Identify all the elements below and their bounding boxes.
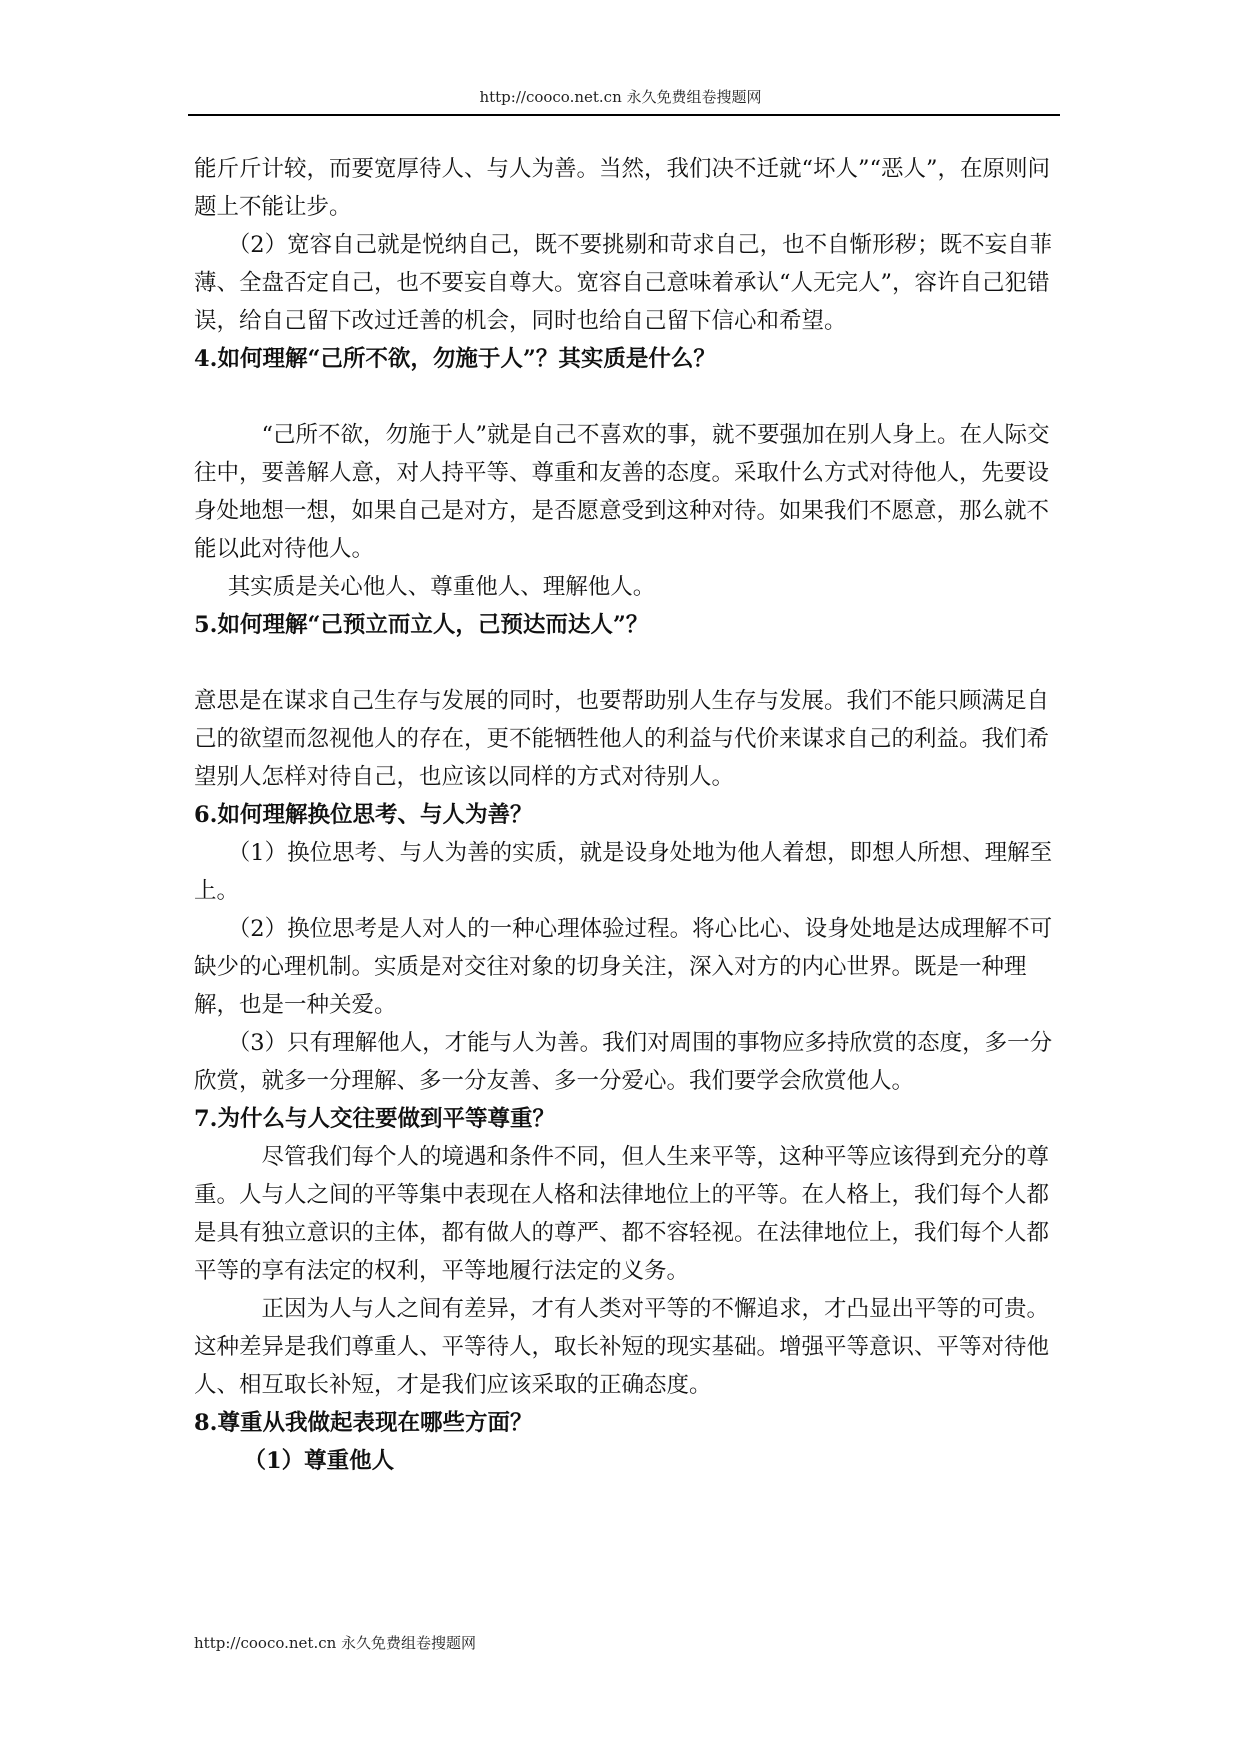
question-5-heading: 5.如何理解“己预立而立人，己预达而达人”？ <box>194 612 649 638</box>
page-footer: http://cooco.net.cn 永久免费组卷搜题网 <box>194 1634 477 1652</box>
spacer <box>194 644 1054 682</box>
spacer <box>194 378 1054 416</box>
question-6-heading: 6.如何理解换位思考、与人为善？ <box>194 802 533 828</box>
answer-4-paragraph-1: “己所不欲，勿施于人”就是自己不喜欢的事，就不要强加在别人身上。在人际交往中，要善解人意，对人持平等、尊重和友善的态度。采取什么方式对待他人，先要设身处地想一想，如果自己是对方，是否愿意受到这种对待。如果我们不愿意，那么就不能以此对待他人。 <box>194 422 1050 562</box>
question-4-heading: 4.如何理解“己所不欲，勿施于人”？其实质是什么？ <box>194 346 716 372</box>
paragraph-self-tolerance: （2）宽容自己就是悦纳自己，既不要挑剔和苛求自己，也不自惭形秽；既不妄自菲薄、全盘否定自己，也不要妄自尊大。宽容自己意味着承认“人无完人”，容许自己犯错误，给自己留下改过迁善的机会，同时也给自己留下信心和希望。 <box>194 232 1053 334</box>
page-header: http://cooco.net.cn 永久免费组卷搜题网 <box>479 88 762 106</box>
answer-6-point-1: （1）换位思考、与人为善的实质，就是设身处地为他人着想，即想人所想、理解至上。 <box>194 840 1053 904</box>
answer-5-paragraph: 意思是在谋求自己生存与发展的同时，也要帮助别人生存与发展。我们不能只顾满足自己的欲望而忽视他人的存在，更不能牺牲他人的利益与代价来谋求自己的利益。我们希望别人怎样对待自己，也应该以同样的方式对待别人。 <box>194 688 1050 790</box>
question-7-heading: 7.为什么与人交往要做到平等尊重？ <box>194 1106 555 1132</box>
answer-6-point-2: （2）换位思考是人对人的一种心理体验过程。将心比心、设身处地是达成理解不可缺少的心理机制。实质是对交往对象的切身关注，深入对方的内心世界。既是一种理解，也是一种关爱。 <box>194 916 1053 1018</box>
page-content <box>194 150 1054 1480</box>
answer-7-paragraph-2: 正因为人与人之间有差异，才有人类对平等的不懈追求，才凸显出平等的可贵。这种差异是我们尊重人、平等待人，取长补短的现实基础。增强平等意识、平等对待他人、相互取长补短，才是我们应该采取的正确态度。 <box>194 1296 1050 1398</box>
answer-8-subheading-1: （1）尊重他人 <box>243 1448 395 1474</box>
header-rule <box>188 114 1060 116</box>
paragraph-continuation: 能斤斤计较，而要宽厚待人、与人为善。当然，我们决不迁就“坏人”“恶人”，在原则问题上不能让步。 <box>194 156 1051 220</box>
answer-4-paragraph-2: 其实质是关心他人、尊重他人、理解他人。 <box>227 574 656 600</box>
answer-6-point-3: （3）只有理解他人，才能与人为善。我们对周围的事物应多持欣赏的态度，多一分欣赏，就多一分理解、多一分友善、多一分爱心。我们要学会欣赏他人。 <box>194 1030 1053 1094</box>
answer-7-paragraph-1: 尽管我们每个人的境遇和条件不同，但人生来平等，这种平等应该得到充分的尊重。人与人之间的平等集中表现在人格和法律地位上的平等。在人格上，我们每个人都是具有独立意识的主体，都有做人的尊严、都不容轻视。在法律地位上，我们每个人都平等的享有法定的权利，平等地履行法定的义务。 <box>194 1144 1050 1284</box>
question-8-heading: 8.尊重从我做起表现在哪些方面？ <box>194 1410 533 1436</box>
